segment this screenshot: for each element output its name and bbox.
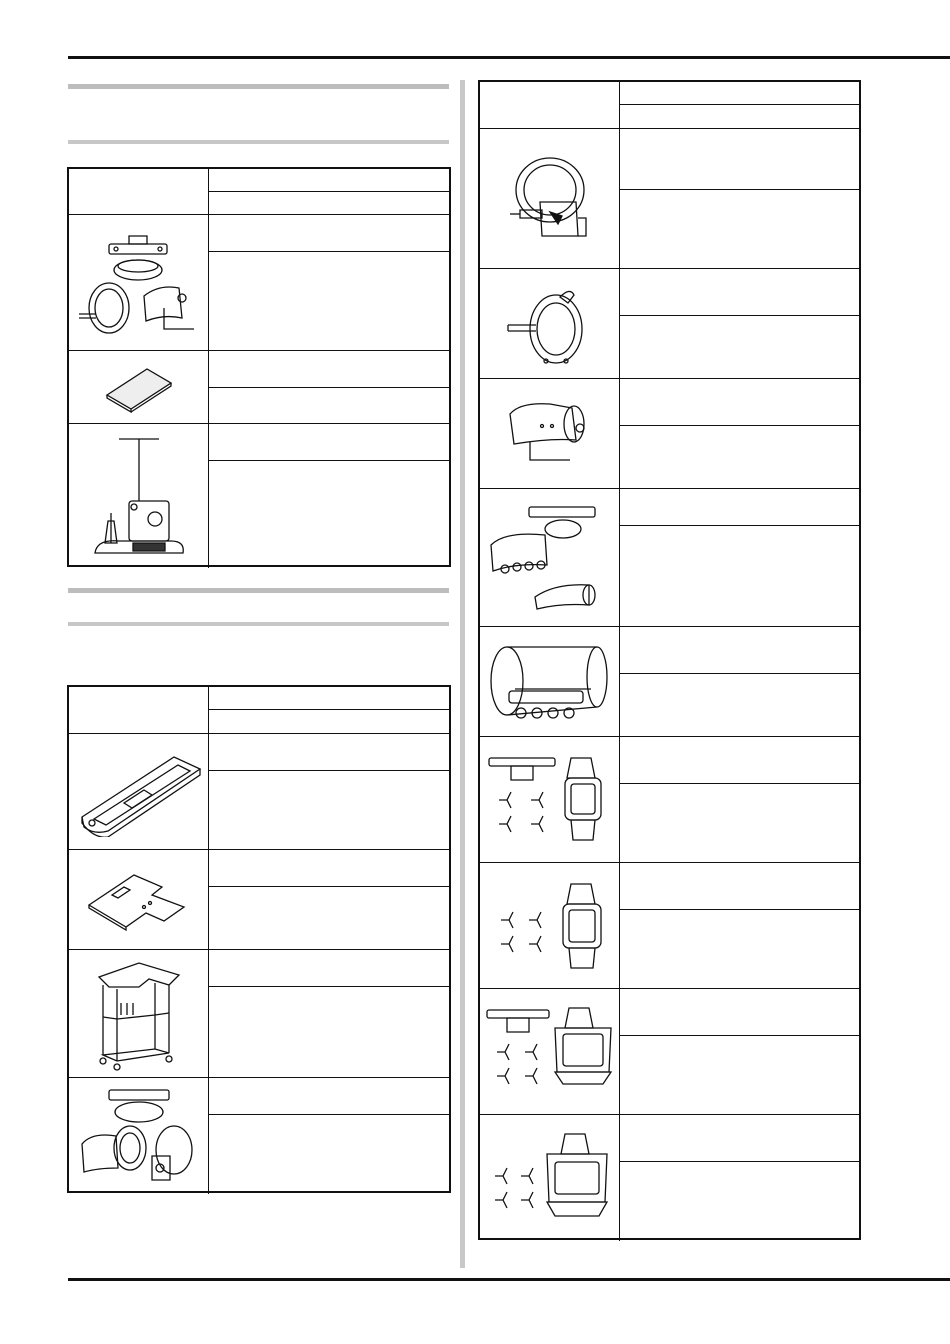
table-row bbox=[480, 862, 859, 989]
section-2-title bbox=[72, 600, 442, 622]
optional-accessories-table-right bbox=[478, 80, 861, 1240]
table-row bbox=[480, 736, 859, 863]
included-accessories-table bbox=[67, 167, 451, 567]
item-details bbox=[620, 673, 859, 738]
item-details bbox=[620, 525, 859, 628]
table-row bbox=[69, 849, 449, 950]
item-name bbox=[620, 489, 859, 525]
item-details bbox=[620, 315, 859, 380]
table-row bbox=[480, 268, 859, 379]
table-header bbox=[480, 82, 859, 128]
clamp-frame-icon bbox=[480, 863, 620, 989]
item-details bbox=[620, 189, 859, 270]
header-image-col bbox=[69, 169, 209, 214]
item-details bbox=[620, 1035, 859, 1116]
header-name bbox=[209, 169, 449, 191]
header-part-code bbox=[209, 191, 449, 214]
item-name bbox=[209, 424, 449, 460]
item-name bbox=[620, 989, 859, 1035]
cap-frame-driver-set-icon bbox=[69, 1078, 209, 1194]
header-part-code bbox=[209, 709, 449, 734]
item-name bbox=[209, 351, 449, 387]
table-row bbox=[69, 423, 449, 568]
table-row bbox=[480, 626, 859, 737]
item-name bbox=[209, 950, 449, 986]
item-name bbox=[209, 734, 449, 770]
table-header bbox=[69, 687, 449, 733]
section-1-title bbox=[72, 100, 442, 122]
table-row bbox=[480, 988, 859, 1115]
wide-cap-frame-icon bbox=[480, 627, 620, 737]
header-name bbox=[620, 82, 859, 104]
item-details bbox=[620, 425, 859, 490]
header-image-col bbox=[480, 82, 620, 128]
table-row bbox=[480, 378, 859, 489]
table-row bbox=[69, 214, 449, 351]
cap-frame-icon bbox=[480, 379, 620, 489]
column-separator bbox=[460, 80, 465, 1268]
item-name bbox=[620, 737, 859, 783]
cylinder-frame-small-icon bbox=[480, 269, 620, 379]
table-header bbox=[69, 169, 449, 214]
header-part-code bbox=[620, 104, 859, 129]
item-name bbox=[620, 1115, 859, 1161]
item-name bbox=[620, 379, 859, 425]
cap-frame-set-icon bbox=[69, 215, 209, 351]
item-details bbox=[209, 387, 449, 425]
header-image-col bbox=[69, 687, 209, 733]
section-1-bar-top bbox=[68, 84, 449, 89]
border-frame-icon bbox=[69, 734, 209, 850]
item-name bbox=[209, 215, 449, 251]
item-details bbox=[620, 1161, 859, 1242]
table-row bbox=[480, 1114, 859, 1241]
table-row bbox=[69, 949, 449, 1078]
section-1-bar-bottom bbox=[68, 140, 449, 144]
header-name bbox=[209, 687, 449, 709]
section-2-bar-bottom bbox=[68, 622, 449, 626]
item-details bbox=[209, 770, 449, 851]
clamp-frame-large-icon bbox=[480, 1115, 620, 1241]
table-row bbox=[480, 488, 859, 627]
item-details bbox=[209, 251, 449, 352]
top-rule bbox=[68, 56, 950, 59]
table-row bbox=[480, 128, 859, 269]
table-row bbox=[69, 733, 449, 850]
table-row bbox=[69, 350, 449, 424]
thread-stand-icon bbox=[69, 424, 209, 568]
item-name bbox=[209, 850, 449, 886]
table-row bbox=[69, 1077, 449, 1194]
item-name bbox=[620, 627, 859, 673]
item-details bbox=[620, 783, 859, 864]
item-name bbox=[620, 863, 859, 909]
item-details bbox=[209, 1114, 449, 1195]
cap-frame-wide-set-icon bbox=[480, 489, 620, 627]
item-details bbox=[620, 909, 859, 990]
section-2-bar-top bbox=[68, 588, 449, 593]
optional-accessories-table-left bbox=[67, 685, 451, 1193]
cylinder-frame-icon bbox=[480, 129, 620, 269]
clamp-frame-kit-icon bbox=[480, 737, 620, 863]
item-name bbox=[620, 269, 859, 315]
work-table-icon bbox=[69, 850, 209, 950]
item-details bbox=[209, 460, 449, 569]
bottom-rule bbox=[68, 1278, 950, 1281]
booklet-icon bbox=[69, 351, 209, 424]
item-name bbox=[620, 129, 859, 189]
item-details bbox=[209, 886, 449, 951]
item-name bbox=[209, 1078, 449, 1114]
stand-icon bbox=[69, 950, 209, 1078]
item-details bbox=[209, 986, 449, 1079]
clamp-frame-kit-large-icon bbox=[480, 989, 620, 1115]
